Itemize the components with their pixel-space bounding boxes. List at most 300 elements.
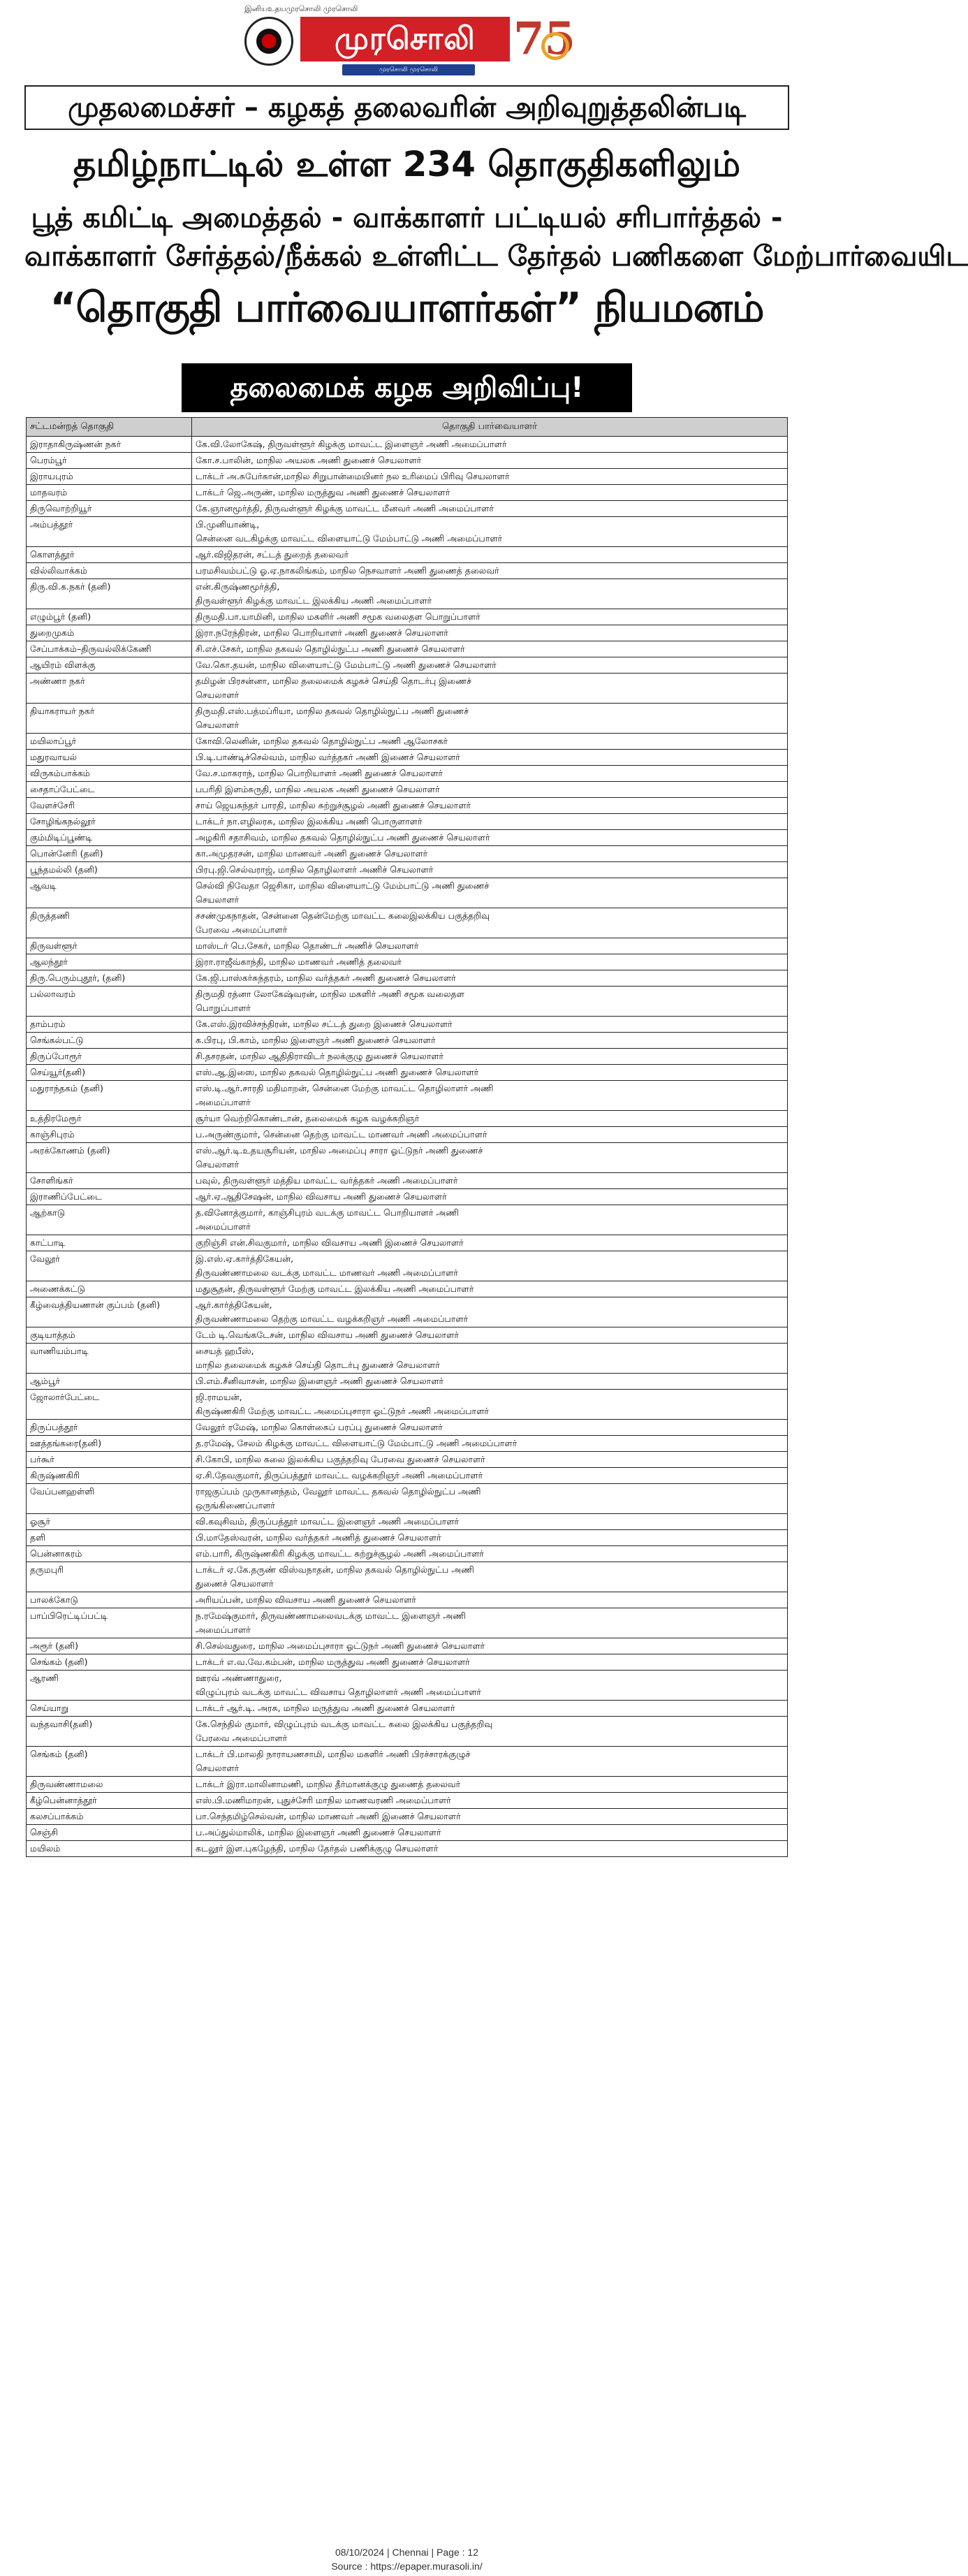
table-row xyxy=(27,1251,788,1281)
observer-cell xyxy=(192,547,788,563)
newspaper-logo: முரசொலி xyxy=(300,17,510,61)
table-row xyxy=(27,1592,788,1608)
observer-cell xyxy=(192,1654,788,1671)
observer-cell xyxy=(192,1235,788,1251)
table-row xyxy=(27,563,788,579)
observer-cell xyxy=(192,1127,788,1143)
table-row xyxy=(27,1452,788,1468)
constituency-cell: பென்னாகரம் xyxy=(27,1546,192,1562)
headline-line-3: பூத் கமிட்டி அமைத்தல் - வாக்காளர் பட்டியல் சரிபார்த்தல் - xyxy=(31,202,783,234)
constituency-cell: செங்கல்பட்டு xyxy=(27,1033,192,1049)
constituency-cell: செங்கம் (தனி) xyxy=(27,1747,192,1777)
table-row xyxy=(27,878,788,908)
observer-line: சி.தசரதன், மாநில ஆதிதிராவிடர் நலக்குழு துணைச் செயலாளர் xyxy=(196,1051,444,1061)
table-row xyxy=(27,1436,788,1452)
constituency-cell: அண்ணா நகர் xyxy=(27,674,192,704)
observer-line: ஜி.ராமயன், xyxy=(196,1392,242,1402)
header-constituency: சட்டமன்றத் தொகுதி xyxy=(27,418,192,437)
observer-cell xyxy=(192,1841,788,1857)
observer-cell xyxy=(192,970,788,987)
observer-line: டேம் டி.வெங்கடேசன், மாநில விவசாய அணி துணைச் செயலாளர் xyxy=(196,1330,459,1340)
observer-cell xyxy=(192,734,788,750)
constituency-cell: சோழிங்கநல்லூர் xyxy=(27,814,192,830)
constituency-cell: பெரம்பூர் xyxy=(27,453,192,469)
observer-line: செயலாளர் xyxy=(196,720,240,730)
observer-cell xyxy=(192,750,788,766)
constituency-cell: எழும்பூர் (தனி) xyxy=(27,609,192,625)
constituency-cell: பாப்பிரெட்டிப்பட்டி xyxy=(27,1608,192,1638)
observer-cell xyxy=(192,1189,788,1205)
constituency-cell: சேப்பாக்கம்–திருவல்லிக்கேணி xyxy=(27,641,192,657)
table-row xyxy=(27,798,788,814)
observer-cell xyxy=(192,1546,788,1562)
constituency-cell: அரூர் (தனி) xyxy=(27,1638,192,1654)
table-row xyxy=(27,1654,788,1671)
observer-line: கோவி.லெனின், மாநில தகவல் தொழில்நுட்ப அணி ஆலோசகர் xyxy=(196,736,448,746)
observer-cell xyxy=(192,878,788,908)
table-row xyxy=(27,547,788,563)
table-row xyxy=(27,1374,788,1390)
logo-subtitle: முரசொலி முரசொலி xyxy=(342,64,475,75)
observer-cell xyxy=(192,1374,788,1390)
table-row xyxy=(27,1143,788,1173)
constituency-cell: திரு.வி.க.நகர் (தனி) xyxy=(27,579,192,609)
observer-line: ராஜகுப்பம் முருகானந்தம், வேலூர் மாவட்ட தகவல் தொழில்நுட்ப அணி xyxy=(196,1486,481,1497)
observer-cell xyxy=(192,485,788,501)
observer-cell xyxy=(192,437,788,453)
observer-line: பி.மாதேஸ்வரன், மாநில வர்த்தகர் அணித் துணைச் செயலாளர் xyxy=(196,1532,441,1543)
observer-cell xyxy=(192,1608,788,1638)
observer-line: இ.எஸ்.ஏ.கார்த்திகேயன், xyxy=(196,1253,294,1264)
observer-line: கே.எஸ்.இரவிச்சந்திரன், மாநில சட்டத் துறை இணைச் செயலாளர் xyxy=(196,1019,453,1029)
table-row xyxy=(27,1701,788,1717)
observer-cell xyxy=(192,1717,788,1747)
table-row xyxy=(27,1514,788,1530)
observer-cell xyxy=(192,1638,788,1654)
observer-cell xyxy=(192,1281,788,1297)
constituency-cell: திருப்போரூர் xyxy=(27,1049,192,1065)
observer-cell xyxy=(192,657,788,674)
observer-cell xyxy=(192,1809,788,1825)
constituency-cell: செய்யூர்(தனி) xyxy=(27,1065,192,1081)
observer-cell xyxy=(192,766,788,782)
table-row xyxy=(27,734,788,750)
observer-cell xyxy=(192,625,788,641)
observer-line: மாநில தலைமைக் கழகச் செய்தி தொடர்பு துணைச் செயலாளர் xyxy=(196,1360,440,1370)
observer-cell xyxy=(192,1251,788,1281)
observer-line: வி.கவுசிவம், திருப்பத்தூர் மாவட்ட இளைஞர் அணி அமைப்பாளர் xyxy=(196,1516,459,1527)
constituency-cell: மயிலம் xyxy=(27,1841,192,1857)
observer-cell xyxy=(192,1671,788,1701)
observer-cell xyxy=(192,1173,788,1189)
observer-line: ந.ரமேஷ்குமார், திருவண்ணாமலைவடக்கு மாவட்ட இளைஞர் அணி xyxy=(196,1610,466,1621)
constituency-cell: செய்யாறு xyxy=(27,1701,192,1717)
constituency-cell: ஆற்காடு xyxy=(27,1205,192,1235)
table-row xyxy=(27,1127,788,1143)
table-row xyxy=(27,970,788,987)
constituency-cell: திருவொற்றியூர் xyxy=(27,501,192,517)
observer-line: சி.செல்வதுரை, மாநில அமைப்புசாரா ஓட்டுநர் அணி துணைச் செயலாளர் xyxy=(196,1640,485,1651)
table-row xyxy=(27,1468,788,1484)
constituency-cell: வேப்பனஹள்ளி xyxy=(27,1484,192,1514)
observer-cell xyxy=(192,1390,788,1420)
observer-cell xyxy=(192,1825,788,1841)
table-row xyxy=(27,579,788,609)
observer-line: சசண்முகநாதன், சென்னை தென்மேற்கு மாவட்ட கலைஇலக்கிய பகுத்தறிவு xyxy=(196,910,490,921)
observer-line: செயலாளர் xyxy=(196,894,240,905)
observer-line: ஊரவ் அண்ணாதுரை, xyxy=(196,1673,282,1683)
party-emblem-icon xyxy=(244,17,293,66)
observer-line: வே.கொ.தயன், மாநில விளையாட்டு மேம்பாட்டு அணி துணைச் செயலாளர் xyxy=(196,660,497,670)
observer-cell xyxy=(192,1747,788,1777)
constituency-cell: மாதவரம் xyxy=(27,485,192,501)
observer-cell xyxy=(192,1530,788,1546)
constituency-cell: ஆரணி xyxy=(27,1671,192,1701)
table-row xyxy=(27,1065,788,1081)
observer-line: பி.டி.பாண்டிச்செல்வம், மாநில வர்த்தகர் அணி இணைச் செயலாளர் xyxy=(196,752,460,762)
constituency-cell: விருகம்பாக்கம் xyxy=(27,766,192,782)
masthead xyxy=(230,4,594,81)
constituency-cell: கலசப்பாக்கம் xyxy=(27,1809,192,1825)
observer-cell xyxy=(192,1111,788,1127)
observer-cell xyxy=(192,579,788,609)
observer-cell xyxy=(192,830,788,846)
constituency-cell: ஆம்பூர் xyxy=(27,1374,192,1390)
constituency-cell: வேலூர் xyxy=(27,1251,192,1281)
footer-source: Source : https://epaper.murasoli.in/ xyxy=(331,2561,483,2572)
constituency-cell: செஞ்சி xyxy=(27,1825,192,1841)
observer-line: ஆர்.ஏ.ஆதிசேஷன், மாநில விவசாய அணி துணைச் செயலாளர் xyxy=(196,1191,447,1202)
headline-line-1: முதலமைச்சர் – கழகத் தலைவரின் அறிவுறுத்தலின்படி xyxy=(24,85,789,130)
constituency-cell: செங்கம் (தனி) xyxy=(27,1654,192,1671)
observer-line: எஸ்.டி.ஆர்.சாரதி மதிமாறன், சென்னை மேற்கு மாவட்ட தொழிலாளர் அணி xyxy=(196,1083,494,1093)
observer-line: பிரபு.ஜி.செல்வராஜ், மாநில தொழிலாளர் அணிச் செயலாளர் xyxy=(196,864,434,875)
constituency-cell: தளி xyxy=(27,1530,192,1546)
table-row xyxy=(27,1390,788,1420)
table-row xyxy=(27,1825,788,1841)
observer-line: அரியப்பன், மாநில விவசாய அணி துணைச் செயலாளர் xyxy=(196,1594,416,1605)
table-row xyxy=(27,1484,788,1514)
observer-line: திருவள்ளூர் கிழக்கு மாவட்ட இலக்கிய அணி அமைப்பாளர் xyxy=(196,595,432,606)
observer-line: கா.அமுதரசன், மாநில மாணவர் அணி துணைச் செயலாளர் xyxy=(196,848,428,859)
observer-line: துணைச் செயலாளர் xyxy=(196,1578,274,1589)
observer-cell xyxy=(192,674,788,704)
table-row xyxy=(27,750,788,766)
observer-cell xyxy=(192,1065,788,1081)
observer-line: கே.செந்தில் குமார், விழுப்புரம் வடக்கு மாவட்ட கலை இலக்கிய பகுத்தறிவு xyxy=(196,1719,493,1729)
observer-cell xyxy=(192,517,788,547)
observer-cell xyxy=(192,1592,788,1608)
constituency-cell: பாலக்கோடு xyxy=(27,1592,192,1608)
constituency-cell: இராதாகிருஷ்ணன் நகர் xyxy=(27,437,192,453)
table-row xyxy=(27,1638,788,1654)
table-row xyxy=(27,657,788,674)
table-row xyxy=(27,1281,788,1297)
observer-line: எம்.பாரி, கிருஷ்ணகிரி கிழக்கு மாவட்ட சுற்றுச்சூழல் அணி அமைப்பாளர் xyxy=(196,1548,484,1559)
constituency-cell: அம்பத்தூர் xyxy=(27,517,192,547)
observer-cell xyxy=(192,908,788,938)
observer-line: பி.முனியாண்டி, xyxy=(196,519,260,530)
observer-line: ப.அப்துல்மாலிக், மாநில இளைஞர் அணி துணைச் செயலாளர் xyxy=(196,1827,441,1838)
table-row xyxy=(27,846,788,862)
observer-line: சாய் ஜெயசுந்தர் பாரதி, மாநில சுற்றுச்சூழல் அணி துணைச் செயலாளர் xyxy=(196,800,471,810)
anniversary-badge xyxy=(513,11,580,74)
observer-line: எஸ்.ஆர்.டி.உதயசூரியன், மாநில அமைப்பு சாரா ஓட்டுநர் அணி துணைச் xyxy=(196,1145,483,1156)
table-row xyxy=(27,1081,788,1111)
observer-line: ஆர்.விஜிதரன், சட்டத் துறைத் தலைவர் xyxy=(196,549,349,560)
observer-line: விழுப்புரம் வடக்கு மாவட்ட விவசாய தொழிலாளர் அணி அமைப்பாளர் xyxy=(196,1687,481,1697)
headline-line-2: தமிழ்நாட்டில் உள்ள 234 தொகுதிகளிலும் xyxy=(73,144,741,184)
table-row xyxy=(27,1841,788,1857)
observer-line: செயலாளர் xyxy=(196,1763,240,1773)
table-row xyxy=(27,1205,788,1235)
observer-line: சூர்யா வெற்றிகொண்டான், தலைமைக் கழக வழக்கறிஞர் xyxy=(196,1113,420,1123)
constituency-cell: பூந்தமல்லி (தனி) xyxy=(27,862,192,878)
table-row xyxy=(27,1717,788,1747)
constituency-cell: திருப்பத்தூர் xyxy=(27,1420,192,1436)
observer-line: பபரிதி இளம்சுருதி, மாநில அயலக அணி துணைச் செயலாளர் xyxy=(196,784,440,794)
observer-cell xyxy=(192,641,788,657)
table-row xyxy=(27,469,788,485)
constituency-cell: கீழ்வைத்தியணான் குப்பம் (தனி) xyxy=(27,1297,192,1327)
observer-line: க.பிரபு, பி.காம், மாநில இளைஞர் அணி துணைச் செயலாளர் xyxy=(196,1035,436,1045)
observer-cell xyxy=(192,609,788,625)
observer-line: அமைப்பாளர் xyxy=(196,1221,251,1232)
observer-cell xyxy=(192,862,788,878)
constituency-cell: அணைக்கட்டு xyxy=(27,1281,192,1297)
observer-cell xyxy=(192,501,788,517)
constituency-cell: ஊத்தங்கரை(தனி) xyxy=(27,1436,192,1452)
headline-line-4: வாக்காளர் சேர்த்தல்/நீக்கல் உள்ளிட்ட தேர்தல் பணிகளை மேற்பார்வையிட xyxy=(24,240,968,272)
observer-line: கடலூர் இள.புகழேந்தி, மாநில தேர்தல் பணிக்குழு செயலாளர் xyxy=(196,1843,439,1854)
observer-cell xyxy=(192,938,788,954)
observer-line: பொறுப்பாளர் xyxy=(196,1003,251,1013)
constituency-cell: திருத்தணி xyxy=(27,908,192,938)
table-row xyxy=(27,1189,788,1205)
constituency-cell: குடியாத்தம் xyxy=(27,1327,192,1344)
observer-cell xyxy=(192,1562,788,1592)
observer-line: திருவண்ணாமலை தெற்கு மாவட்ட வழக்கறிஞர் அணி அமைப்பாளர் xyxy=(196,1314,469,1324)
constituency-cell: ஆவடி xyxy=(27,878,192,908)
constituency-cell: தருமபுரி xyxy=(27,1562,192,1592)
observer-cell xyxy=(192,1081,788,1111)
observer-line: சி.எச்.சேகர், மாநில தகவல் தொழில்நுட்ப அணி துணைச் செயலாளர் xyxy=(196,643,465,654)
observer-line: மதுசூதன், திருவள்ளூர் மேற்கு மாவட்ட இலக்கிய அணி அமைப்பாளர் xyxy=(196,1283,474,1294)
observer-line: குறிஞ்சி என்.சிவகுமார், மாநில விவசாய அணி இணைச் செயலாளர் xyxy=(196,1237,464,1248)
masthead-tagline: இனியஉதயமுரசொலி முரசொலி xyxy=(244,4,358,13)
table-row xyxy=(27,1017,788,1033)
constituency-cell: அரக்கோணம் (தனி) xyxy=(27,1143,192,1173)
observer-line: டாக்டர் பி.மாலதி நாராயணசாமி, மாநில மகளிர் அணி பிரச்சாரக்குழுச் xyxy=(196,1749,471,1759)
table-row xyxy=(27,1173,788,1189)
constituency-cell: வில்லிவாக்கம் xyxy=(27,563,192,579)
table-row xyxy=(27,641,788,657)
observer-line: திருவண்ணாமலை வடக்கு மாவட்ட மாணவர் அணி அமைப்பாளர் xyxy=(196,1267,458,1278)
table-row xyxy=(27,1530,788,1546)
table-row xyxy=(27,1562,788,1592)
observer-line: கிருஷ்ணகிரி மேற்கு மாவட்ட அமைப்புசாரா ஓட்டுநர் அணி அமைப்பாளர் xyxy=(196,1406,489,1416)
observer-cell xyxy=(192,1420,788,1436)
observer-cell xyxy=(192,1049,788,1065)
table-row xyxy=(27,1793,788,1809)
table-row xyxy=(27,908,788,938)
observer-line: என்.கிருஷ்ணமூர்த்தி, xyxy=(196,581,280,592)
observer-cell xyxy=(192,1484,788,1514)
observer-cell xyxy=(192,1033,788,1049)
constituency-cell: கொளத்தூர் xyxy=(27,547,192,563)
constituency-cell: தியாகராயர் நகர் xyxy=(27,704,192,734)
observer-line: கே.ஞானமூர்த்தி, திருவள்ளூர் கிழக்கு மாவட்ட மீனவர் அணி அமைப்பாளர் xyxy=(196,503,494,514)
observer-line: த.வினோத்குமார், காஞ்சிபுரம் வடக்கு மாவட்ட பொறியாளர் அணி xyxy=(196,1207,459,1218)
observer-line: டாக்டர் நா.எழிலரசு, மாநில இலக்கிய அணி பொருளாளர் xyxy=(196,816,423,827)
table-row xyxy=(27,987,788,1017)
observer-line: பேரவை அமைப்பாளர் xyxy=(196,1733,288,1743)
observer-line: செயலாளர் xyxy=(196,690,240,700)
table-row xyxy=(27,782,788,798)
observer-line: கே.வி.லோகேஷ், திருவள்ளூர் கிழக்கு மாவட்ட இளைஞர் அணி அமைப்பாளர் xyxy=(196,439,507,449)
observer-cell xyxy=(192,1793,788,1809)
table-row xyxy=(27,862,788,878)
observer-cell xyxy=(192,814,788,830)
table-row xyxy=(27,485,788,501)
table-row xyxy=(27,1420,788,1436)
observer-cell xyxy=(192,1452,788,1468)
constituency-cell: வந்தவாசி(தனி) xyxy=(27,1717,192,1747)
table-row xyxy=(27,674,788,704)
table-row xyxy=(27,1809,788,1825)
constituency-cell: திரு.பெரும்புதூர், (தனி) xyxy=(27,970,192,987)
constituency-cell: கிருஷ்ணகிரி xyxy=(27,1468,192,1484)
observer-line: டாக்டர் இரா.மாலினாமணி, மாநில தீர்மானக்குழு துணைத் தலைவர் xyxy=(196,1779,461,1789)
table-row xyxy=(27,1608,788,1638)
table-row xyxy=(27,1297,788,1327)
constituency-cell: தாம்பரம் xyxy=(27,1017,192,1033)
constituency-cell: வேளச்சேரி xyxy=(27,798,192,814)
observer-line: பரமசிவம்பட்டு ஓ.ஏ.நாகலிங்கம், மாநில நெசவாளர் அணி துணைத் தலைவர் xyxy=(196,565,499,576)
observer-cell xyxy=(192,1436,788,1452)
observer-cell xyxy=(192,1143,788,1173)
observer-cell xyxy=(192,1777,788,1793)
table-row xyxy=(27,1111,788,1127)
observer-cell xyxy=(192,846,788,862)
observer-line: டாக்டர் ஆர்.டி. அரசு, மாநில மருத்துவ அணி துணைச் செயலாளர் xyxy=(196,1703,455,1713)
table-row xyxy=(27,1546,788,1562)
table-row xyxy=(27,1344,788,1374)
observer-cell xyxy=(192,1514,788,1530)
table-row xyxy=(27,766,788,782)
observer-cell xyxy=(192,798,788,814)
observer-line: டாக்டர் ஏ.கே.தருண் விஸ்வநாதன், மாநில தகவல் தொழில்நுட்ப அணி xyxy=(196,1564,474,1575)
constituency-cell: உத்திரமேரூர் xyxy=(27,1111,192,1127)
constituency-cell: பொன்னேரி (தனி) xyxy=(27,846,192,862)
table-body xyxy=(27,437,788,1857)
constituency-cell: மதுரவாயல் xyxy=(27,750,192,766)
table-row xyxy=(27,1777,788,1793)
constituency-cell: காஞ்சிபுரம் xyxy=(27,1127,192,1143)
observer-cell xyxy=(192,1327,788,1344)
table-row xyxy=(27,704,788,734)
table-row xyxy=(27,1747,788,1777)
observer-line: பி.எம்.சீனிவாசன், மாநில இளைஞர் அணி துணைச் செயலாளர் xyxy=(196,1376,444,1386)
constituency-cell: ஜோலார்பேட்டை xyxy=(27,1390,192,1420)
constituency-cell: திருவள்ளூர் xyxy=(27,938,192,954)
observer-cell xyxy=(192,1297,788,1327)
observer-cell xyxy=(192,1701,788,1717)
observer-cell xyxy=(192,1205,788,1235)
constituency-cell: மயிலாப்பூர் xyxy=(27,734,192,750)
observer-line: சி.கோபி, மாநில கலை இலக்கிய பகுத்தறிவு பேரவை துணைச் செயலாளர் xyxy=(196,1454,485,1464)
constituency-cell: ஓசூர் xyxy=(27,1514,192,1530)
observer-cell xyxy=(192,1344,788,1374)
constituency-cell: ஆயிரம் விளக்கு xyxy=(27,657,192,674)
observer-cell xyxy=(192,453,788,469)
observer-cell xyxy=(192,704,788,734)
headline-main: “தொகுதி பார்வையாளர்கள்” நியமனம் xyxy=(50,284,764,331)
observer-line: த.ரமேஷ், சேலம் கிழக்கு மாவட்ட விளையாட்டு மேம்பாட்டு அணி அமைப்பாளர் xyxy=(196,1438,518,1448)
table-row xyxy=(27,453,788,469)
table-row xyxy=(27,1033,788,1049)
observer-line: கோ.ச.பாலின், மாநில அயலக அணி துணைச் செயலாளர் xyxy=(196,455,422,465)
observers-table xyxy=(26,417,788,1857)
table-row xyxy=(27,954,788,970)
observer-cell xyxy=(192,1017,788,1033)
constituency-cell: இராயபுரம் xyxy=(27,469,192,485)
observer-line: பேரவை அமைப்பாளர் xyxy=(196,924,288,935)
observer-line: கே.ஜி.பாஸ்கர்சுந்தரம், மாநில வர்த்தகர் அணி துணைச் செயலாளர் xyxy=(196,973,456,983)
observer-line: மாஸ்டர் பெ.சேகர், மாநில தொண்டர் அணிச் செயலாளர் xyxy=(196,940,419,951)
observer-line: செல்வி நிவேதா ஜெசிகா, மாநில விளையாட்டு மேம்பாட்டு அணி துணைச் xyxy=(196,880,490,891)
observer-line: டாக்டர் அ.சுபேர்கான்,மாநில சிறுபான்மையினர் நல உரிமைப் பிரிவு செயலாளர் xyxy=(196,471,510,481)
table-row xyxy=(27,437,788,453)
constituency-cell: கும்மிடிப்பூண்டி xyxy=(27,830,192,846)
observer-cell xyxy=(192,954,788,970)
observer-line: திருமதி.பா.யாமினி, மாநில மகளிர் அணி சமூக வலைதள பொறுப்பாளர் xyxy=(196,611,481,622)
observer-line: வே.ச.மாகராந், மாநில பொறியாளர் அணி துணைச் செயலாளர் xyxy=(196,768,443,778)
constituency-cell: கீழ்பென்னாத்தூர் xyxy=(27,1793,192,1809)
observer-line: இரா.ராஜீவ்காந்தி, மாநில மாணவர் அணித் தலைவர் xyxy=(196,956,402,967)
constituency-cell: ஆலந்தூர் xyxy=(27,954,192,970)
observer-line: அமைப்பாளர் xyxy=(196,1097,251,1107)
table-row xyxy=(27,830,788,846)
table-header-row xyxy=(27,418,788,437)
observer-line: பவுல், திருவள்ளூர் மத்திய மாவட்ட வர்த்தகர் அணி அமைப்பாளர் xyxy=(196,1175,458,1186)
observer-line: அழகிரி சதாசிவம், மாநில தகவல் தொழில்நுட்ப அணி துணைச் செயலாளர் xyxy=(196,832,490,843)
observer-line: இரா.நரேந்திரன், மாநில பொறியாளர் அணி துணைச் செயலாளர் xyxy=(196,627,448,638)
table-row xyxy=(27,814,788,830)
observer-line: எஸ்.பி.மணிமாறன், புதுச்சேரி மாநில மாணவரணி அமைப்பாளர் xyxy=(196,1795,451,1805)
constituency-cell: துறைமுகம் xyxy=(27,625,192,641)
table-row xyxy=(27,1327,788,1344)
observer-line: ஆர்.கார்த்திகேயன், xyxy=(196,1300,272,1310)
constituency-cell: திருவண்ணாமலை xyxy=(27,1777,192,1793)
observer-line: திருமதி ரத்னா லோகேஷ்வரன், மாநில மகளிர் அணி சமூக வலைதள xyxy=(196,989,464,999)
footer-date-page: 08/10/2024 | Chennai | Page : 12 xyxy=(335,2547,478,2558)
observer-cell xyxy=(192,469,788,485)
observer-line: திருமதி.எஸ்.பத்மப்ரியா, மாநில தகவல் தொழில்நுட்ப அணி துணைச் xyxy=(196,706,469,716)
table-row xyxy=(27,501,788,517)
notice-banner: தலைமைக் கழக அறிவிப்பு! xyxy=(182,363,632,412)
constituency-cell: மதுராந்தகம் (தனி) xyxy=(27,1081,192,1111)
table-row xyxy=(27,1671,788,1701)
table-row xyxy=(27,938,788,954)
observer-line: சையத் ஹபீஸ், xyxy=(196,1346,254,1356)
observer-line: ப.அருண்குமார், சென்னை தெற்கு மாவட்ட மாணவர் அணி அமைப்பாளர் xyxy=(196,1129,487,1140)
observer-line: செயலாளர் xyxy=(196,1159,240,1170)
constituency-cell: சோளிங்கர் xyxy=(27,1173,192,1189)
observer-line: பா.செந்தமிழ்செல்வன், மாநில மாணவர் அணி இணைச் செயலாளர் xyxy=(196,1811,461,1821)
constituency-cell: வாணியம்பாடி xyxy=(27,1344,192,1374)
constituency-cell: சைதாப்பேட்டை xyxy=(27,782,192,798)
